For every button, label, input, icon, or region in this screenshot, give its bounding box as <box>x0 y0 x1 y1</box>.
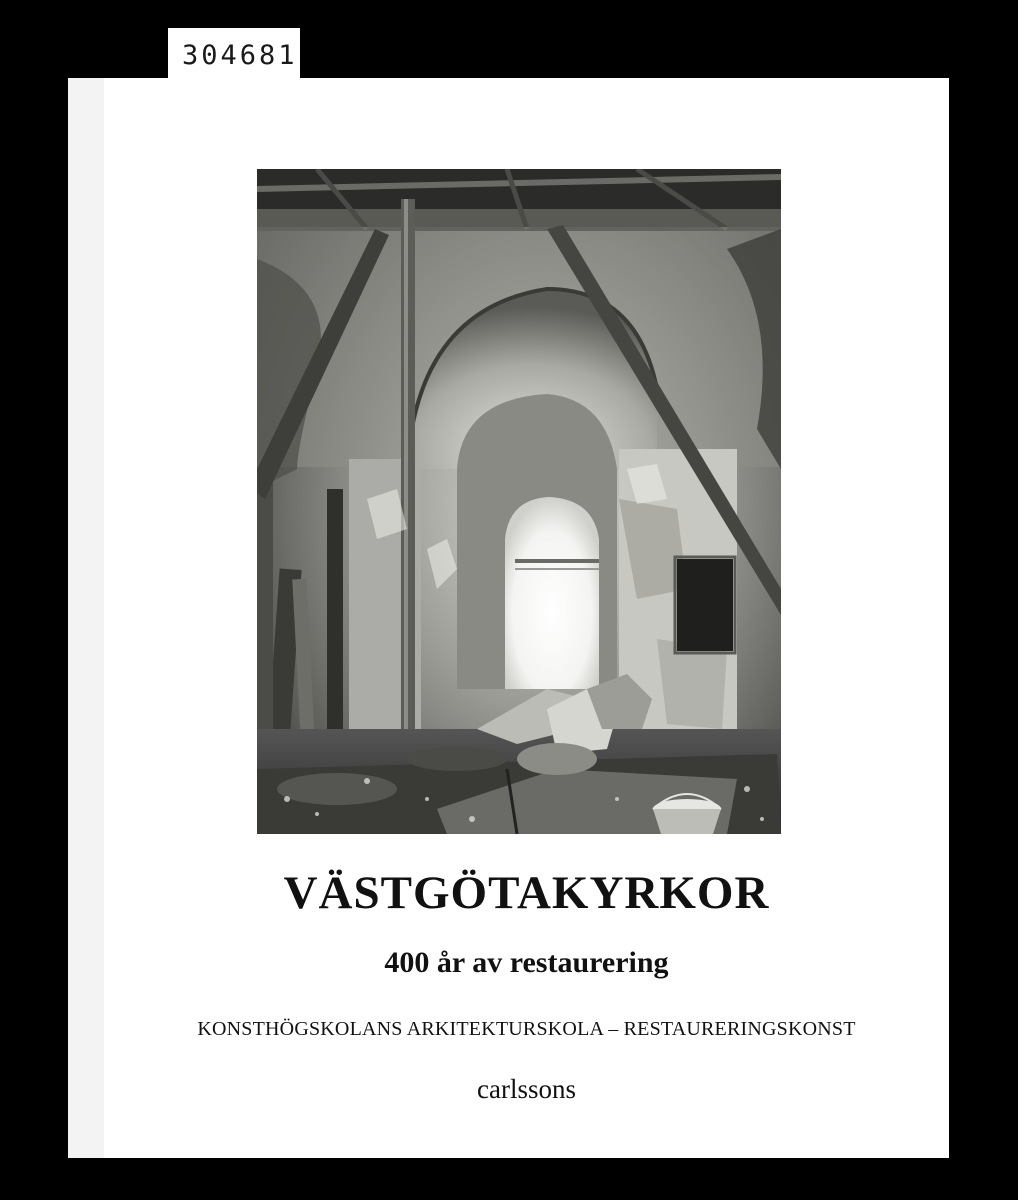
publisher-name: carlssons <box>477 1074 576 1104</box>
book-cover <box>104 78 949 1158</box>
book-spine-edge <box>68 78 105 1158</box>
book-subtitle: 400 år av restaurering <box>384 946 669 979</box>
cover-photo-church-interior <box>257 169 781 834</box>
school-name: KONSTHÖGSKOLANS ARKITEKTURSKOLA – RESTAURERINGSKONST <box>197 1018 856 1040</box>
book-title: VÄSTGÖTAKYRKOR <box>283 867 770 919</box>
catalog-number: 304681 <box>182 40 298 71</box>
